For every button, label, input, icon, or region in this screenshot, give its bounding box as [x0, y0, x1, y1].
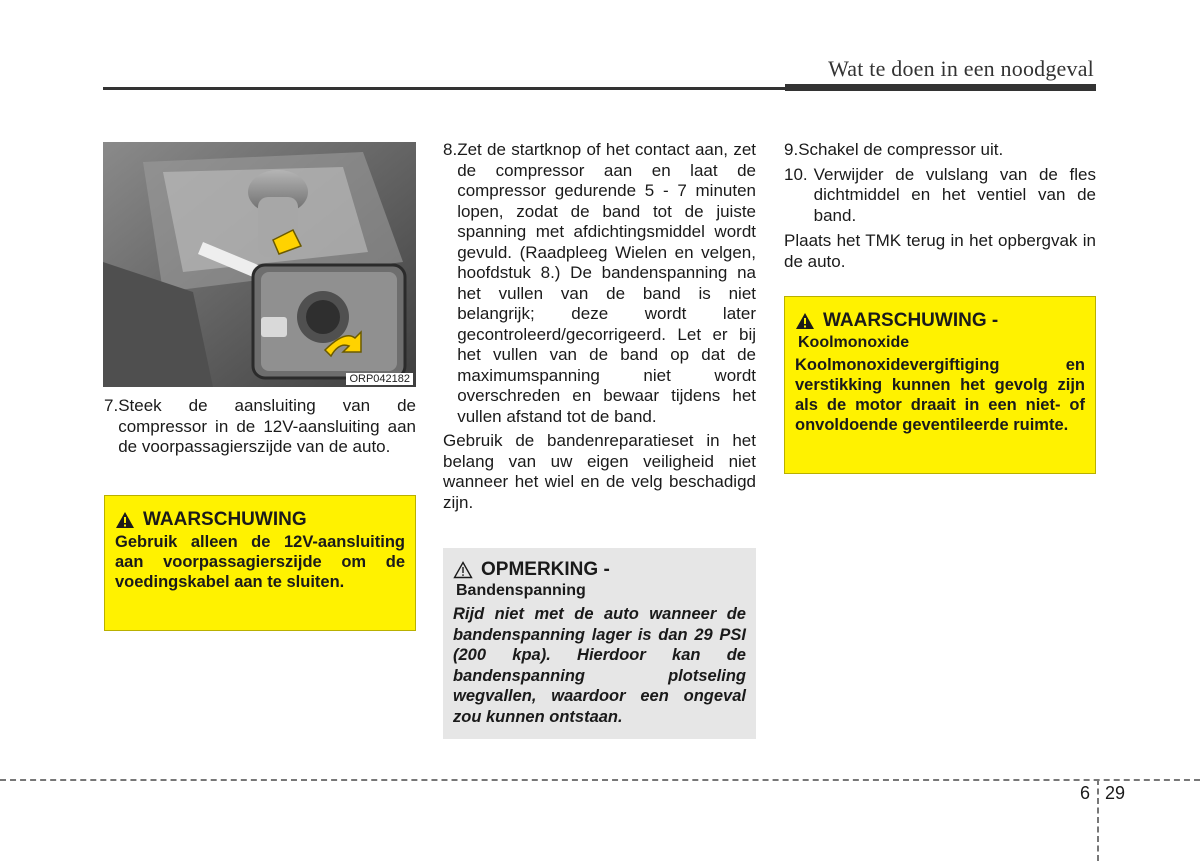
warning-subtitle: Koolmonoxide: [798, 334, 910, 351]
note-title: OPMERKING -: [481, 559, 610, 580]
step-text: Schakel de compressor uit.: [798, 140, 1004, 159]
step-text: Steek de aansluiting van de compressor in de 12V-aansluiting aan de voorpassagierszijde van de auto.: [118, 396, 416, 456]
note-box-bandenspanning: [443, 548, 756, 739]
step-8: [443, 140, 756, 427]
header-rule-accent: [785, 84, 1096, 91]
warning-box-12v: [104, 495, 416, 631]
column-2-text: [443, 140, 756, 513]
footer-vertical-rule: [1097, 779, 1099, 861]
column-3-text: [784, 140, 1096, 272]
warning-heading: [115, 510, 405, 530]
caution-triangle-icon: [453, 561, 473, 579]
warning-body: Gebruik alleen de 12V-aansluiting aan voorpassagierszijde om de voedingskabel aan te sluiten.: [115, 533, 405, 591]
figure-caption: ORP042182: [346, 373, 413, 385]
chapter-number: 6: [1080, 783, 1091, 803]
running-header: Wat te doen in een noodgeval: [828, 56, 1094, 81]
footer-dashed-rule: [0, 779, 1200, 781]
page-number: 29: [1105, 783, 1126, 803]
step-9: [784, 140, 1096, 161]
step-7: [104, 396, 416, 458]
console-photo-graphic: [103, 142, 416, 387]
warning-heading: [795, 311, 1085, 331]
warning-triangle-icon: [795, 312, 815, 330]
note-heading: [453, 560, 746, 581]
step-10: [784, 165, 1096, 227]
column-1-text: [104, 396, 416, 458]
compressor-socket-illustration: [103, 142, 416, 387]
bandenreparatieset-paragraph: Gebruik de bandenreparatieset in het belang van uw eigen veiligheid niet wanneer het wiel en de velg beschadigd zijn.: [443, 431, 756, 512]
warning-box-koolmonoxide: [784, 296, 1096, 474]
step-number: 10.: [784, 164, 808, 184]
step-number: 8.: [443, 140, 458, 159]
tmk-paragraph: Plaats het TMK terug in het opbergvak in de auto.: [784, 231, 1096, 271]
note-subtitle: Bandenspanning: [456, 581, 586, 599]
step-text: Zet de startknop of het contact aan, zet de compressor aan en laat de compressor gedurende 5 - 7 minuten lopen, zodat de band tot de juiste spanning met afdichtingsmiddel wordt gevuld. (Raadpleeg Wielen en velgen, hoofdstuk 8.) De bandenspanning na het vullen van de band is niet belangrijk; deze wordt later gecontroleerd/gecorrigeerd. Let er bij het vullen van de band op dat de maximumspanning niet wordt overschreden en bewaar tijdens het vullen afstand tot de band.: [457, 140, 756, 426]
warning-body: Koolmonoxidevergiftiging en verstikking kunnen het gevolg zijn als de motor draait in een niet- of onvoldoende geventileerde ruimte.: [795, 356, 1085, 434]
step-text: Verwijder de vulslang van de fles dichtmiddel en het ventiel van de band.: [813, 164, 1096, 225]
step-number: 9.: [784, 140, 799, 159]
warning-triangle-icon: [115, 511, 135, 529]
warning-title: WAARSCHUWING: [143, 509, 307, 530]
warning-title: WAARSCHUWING -: [823, 310, 999, 331]
note-body: Rijd niet met de auto wanneer de bandenspanning lager is dan 29 PSI (200 kpa). Hierdoor kan de bandenspanning plotseling wegvallen, waardoor een ongeval zou kunnen ontstaan.: [453, 605, 746, 726]
step-number: 7.: [104, 396, 119, 415]
